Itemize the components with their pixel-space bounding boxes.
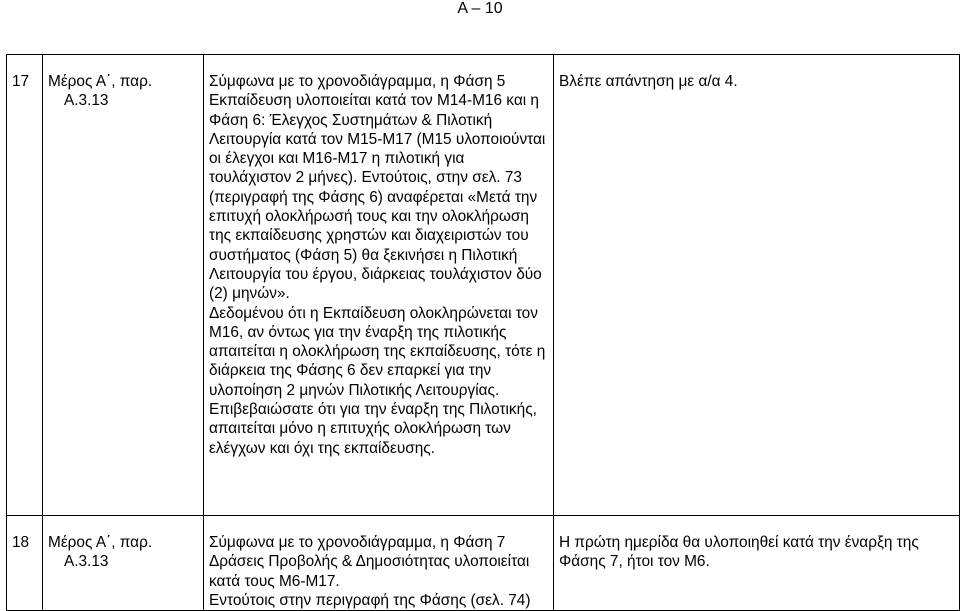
question-paragraph: Επιβεβαιώσατε ότι για την έναρξη της Πιλοτικής, απαιτείται μόνο η επιτυχής ολοκλήρωση των ελέγχων και όχι της εκπαίδευσης. [209, 401, 537, 457]
question-paragraph: Σύμφωνα με το χρονοδιάγραμμα, η Φάση 5 Εκπαίδευση υλοποιείται κατά τον Μ14-Μ16 και η Φάση 6: Έλεγχος Συστημάτων & Πιλοτική Λειτουργία κατά τον Μ15-Μ17 (Μ15 υλοποιούνται οι έλεγχοι και Μ16-Μ17 η πιλοτική για τουλάχιστον 2 μήνες). Εντούτοις, στην σελ. 73 (περιγραφή της Φάσης 6) αναφέρεται «Μετά την επιτυχή ολοκλήρωσή τους και την ολοκλήρωση της εκπαίδευσης χρηστών και διαχειριστών του συστήματος (Φάση 5) θα ξεκινήσει η Πιλοτική Λειτουργία του έργου, διάρκειας τουλάχιστον δύο (2) μηνών». [209, 73, 546, 303]
question-paragraph: Δεδομένου ότι η Εκπαίδευση ολοκληρώνεται τον Μ16, αν όντως για την έναρξη της πιλοτικής απαιτείται η ολοκλήρωση της εκπαίδευσης, τότε η διάρκεια της Φάσης 6 δεν επαρκεί για την υλοποίηση 2 μηνών Πιλοτικής Λειτουργίας. [209, 304, 546, 399]
answer-cell: Η πρώτη ημερίδα θα υλοποιηθεί κατά την έναρξη της Φάσης 7, ήτοι τον Μ6. [554, 516, 960, 611]
row-number: 17 [7, 55, 43, 516]
page-number-header: Α – 10 [457, 0, 503, 17]
reference-paragraph: Α.3.13 [64, 92, 109, 110]
question-cell [204, 55, 554, 516]
table-row [7, 55, 960, 516]
answer-cell: Βλέπε απάντηση με α/α 4. [554, 55, 960, 516]
reference-part: Μέρος Α΄, παρ. [48, 73, 153, 90]
question-paragraph: Σύμφωνα με το χρονοδιάγραμμα, η Φάση 7 Δράσεις Προβολής & Δημοσιότητας υλοποιείται κατά τους Μ6-Μ17. [209, 534, 530, 590]
reference-cell [43, 516, 204, 611]
table-row [7, 516, 960, 611]
reference-cell [43, 55, 204, 516]
reference-part: Μέρος Α΄, παρ. [48, 534, 153, 551]
question-paragraph: Εντούτοις στην περιγραφή της Φάσης (σελ. 74) [209, 591, 531, 609]
question-cell [204, 516, 554, 611]
clarification-table [6, 54, 960, 611]
row-number: 18 [7, 516, 43, 611]
reference-paragraph: Α.3.13 [64, 553, 109, 571]
